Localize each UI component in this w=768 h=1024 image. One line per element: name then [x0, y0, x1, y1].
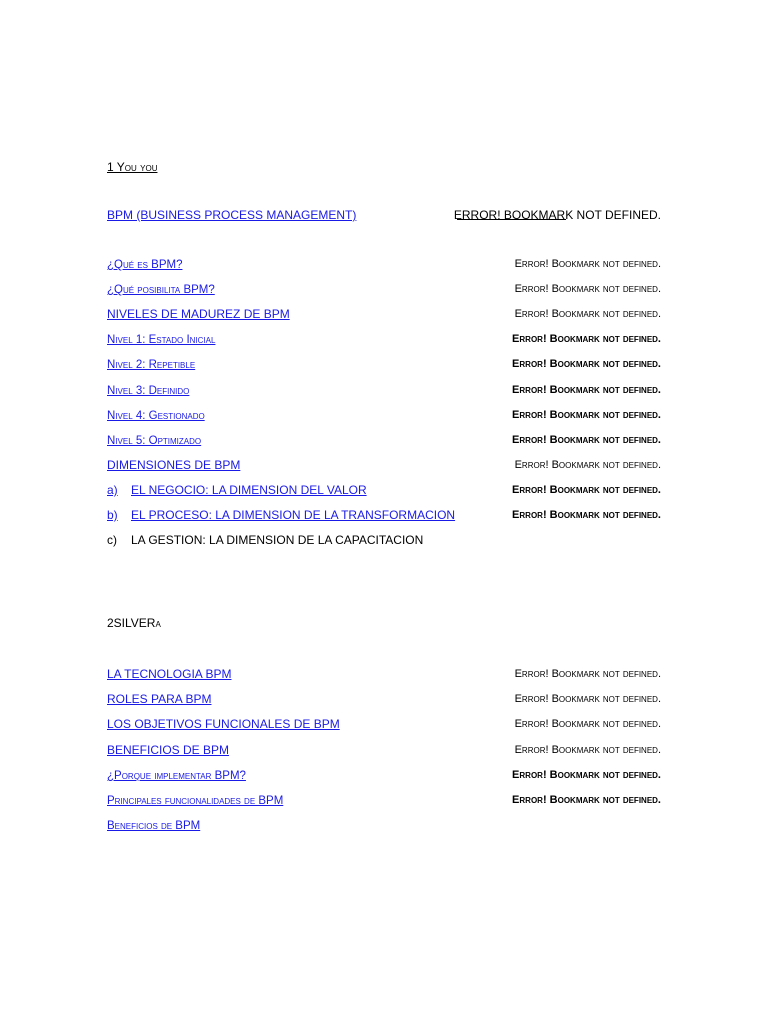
- toc-entry-link[interactable]: BENEFICIOS DE BPM: [107, 743, 230, 757]
- toc-entry-link[interactable]: Principales funcionalidades de BPM: [107, 795, 284, 807]
- toc-entry: [107, 690, 661, 708]
- toc-entry-link[interactable]: NIVELES DE MADUREZ DE BPM: [107, 307, 290, 321]
- toc-entry: [107, 406, 661, 424]
- toc-entry-error: Error! Bookmark not defined.: [512, 358, 661, 370]
- toc-entry-link[interactable]: LA TECNOLOGIA BPM: [107, 667, 232, 681]
- toc-entry: [107, 280, 661, 298]
- toc-entry-link[interactable]: Nivel 4: Gestionado: [107, 410, 205, 422]
- toc-entry-link[interactable]: EL NEGOCIO: LA DIMENSION DEL VALOR: [131, 483, 367, 497]
- toc-entry: [107, 456, 661, 474]
- toc-entry: [107, 665, 661, 683]
- toc-entry-link[interactable]: EL PROCESO: LA DIMENSION DE LA TRANSFORMACION: [131, 508, 456, 522]
- toc-entry: [107, 355, 661, 373]
- toc-title-link[interactable]: BPM (BUSINESS PROCESS MANAGEMENT): [107, 208, 357, 222]
- toc-entry: [107, 816, 661, 834]
- toc-entry: [107, 305, 661, 323]
- toc-entry-link[interactable]: ¿Porque implementar BPM?: [107, 770, 246, 782]
- list-marker: c): [107, 533, 117, 547]
- toc-entry-error: Error! Bookmark not defined.: [514, 308, 661, 320]
- toc-entry-error: Error! Bookmark not defined.: [512, 384, 661, 396]
- toc-entry: [107, 715, 661, 733]
- toc-entry: [107, 791, 661, 809]
- toc-entry-error: Error! Bookmark not defined.: [512, 333, 661, 345]
- toc-entry-error: Error! Bookmark not defined.: [512, 769, 661, 781]
- toc-entry-error: Error! Bookmark not defined.: [512, 434, 661, 446]
- toc-entry-error: Error! Bookmark not defined.: [512, 484, 661, 496]
- section-2-heading: 2SILVERa: [107, 616, 161, 630]
- toc-entry-link[interactable]: LOS OBJETIVOS FUNCIONALES DE BPM: [107, 717, 340, 731]
- toc-entry-error: Error! Bookmark not defined.: [514, 693, 661, 705]
- toc-entry-link[interactable]: Beneficios de BPM: [107, 820, 201, 832]
- toc-entry-link[interactable]: Nivel 5: Optimizado: [107, 435, 202, 447]
- list-marker: a): [107, 483, 118, 497]
- section-1-heading: 1 You you: [107, 160, 158, 174]
- toc-entry-link[interactable]: ¿Qué posibilita BPM?: [107, 284, 215, 296]
- toc-entry-link[interactable]: Nivel 2: Repetible: [107, 359, 196, 371]
- toc-entry-error: Error! Bookmark not defined.: [514, 744, 661, 756]
- toc-entry-error: Error! Bookmark not defined.: [514, 283, 661, 295]
- toc-entry-link[interactable]: DIMENSIONES DE BPM: [107, 458, 241, 472]
- toc-entry-link[interactable]: ¿Qué es BPM?: [107, 259, 183, 271]
- toc-entry-link[interactable]: Nivel 1: Estado Inicial: [107, 334, 216, 346]
- toc-entry-error: Error! Bookmark not defined.: [514, 459, 661, 471]
- toc-entry-link[interactable]: Nivel 3: Definido: [107, 385, 190, 397]
- toc-entry: [107, 330, 661, 348]
- list-marker: b): [107, 508, 118, 522]
- toc-entry-error: Error! Bookmark not defined.: [514, 668, 661, 680]
- toc-entry: [107, 255, 661, 273]
- toc-entry: [107, 531, 661, 549]
- toc-entry-error: Error! Bookmark not defined.: [512, 794, 661, 806]
- toc-entry: [107, 506, 661, 524]
- toc-entry: [107, 481, 661, 499]
- toc-entry: [107, 431, 661, 449]
- toc-entry-error: Error! Bookmark not defined.: [512, 409, 661, 421]
- toc-title-error: ERROR! BOOKMARK NOT DEFINED.: [453, 208, 661, 222]
- toc-entry-error: Error! Bookmark not defined.: [514, 258, 661, 270]
- toc-entry-error: Error! Bookmark not defined.: [514, 718, 661, 730]
- toc-entry-error: Error! Bookmark not defined.: [512, 509, 661, 521]
- toc-title-row: [107, 206, 661, 224]
- toc-entry: [107, 766, 661, 784]
- toc-entry-text: LA GESTION: LA DIMENSION DE LA CAPACITACION: [131, 533, 424, 547]
- toc-entry: [107, 381, 661, 399]
- toc-entry: [107, 741, 661, 759]
- toc-entry-link[interactable]: ROLES PARA BPM: [107, 692, 212, 706]
